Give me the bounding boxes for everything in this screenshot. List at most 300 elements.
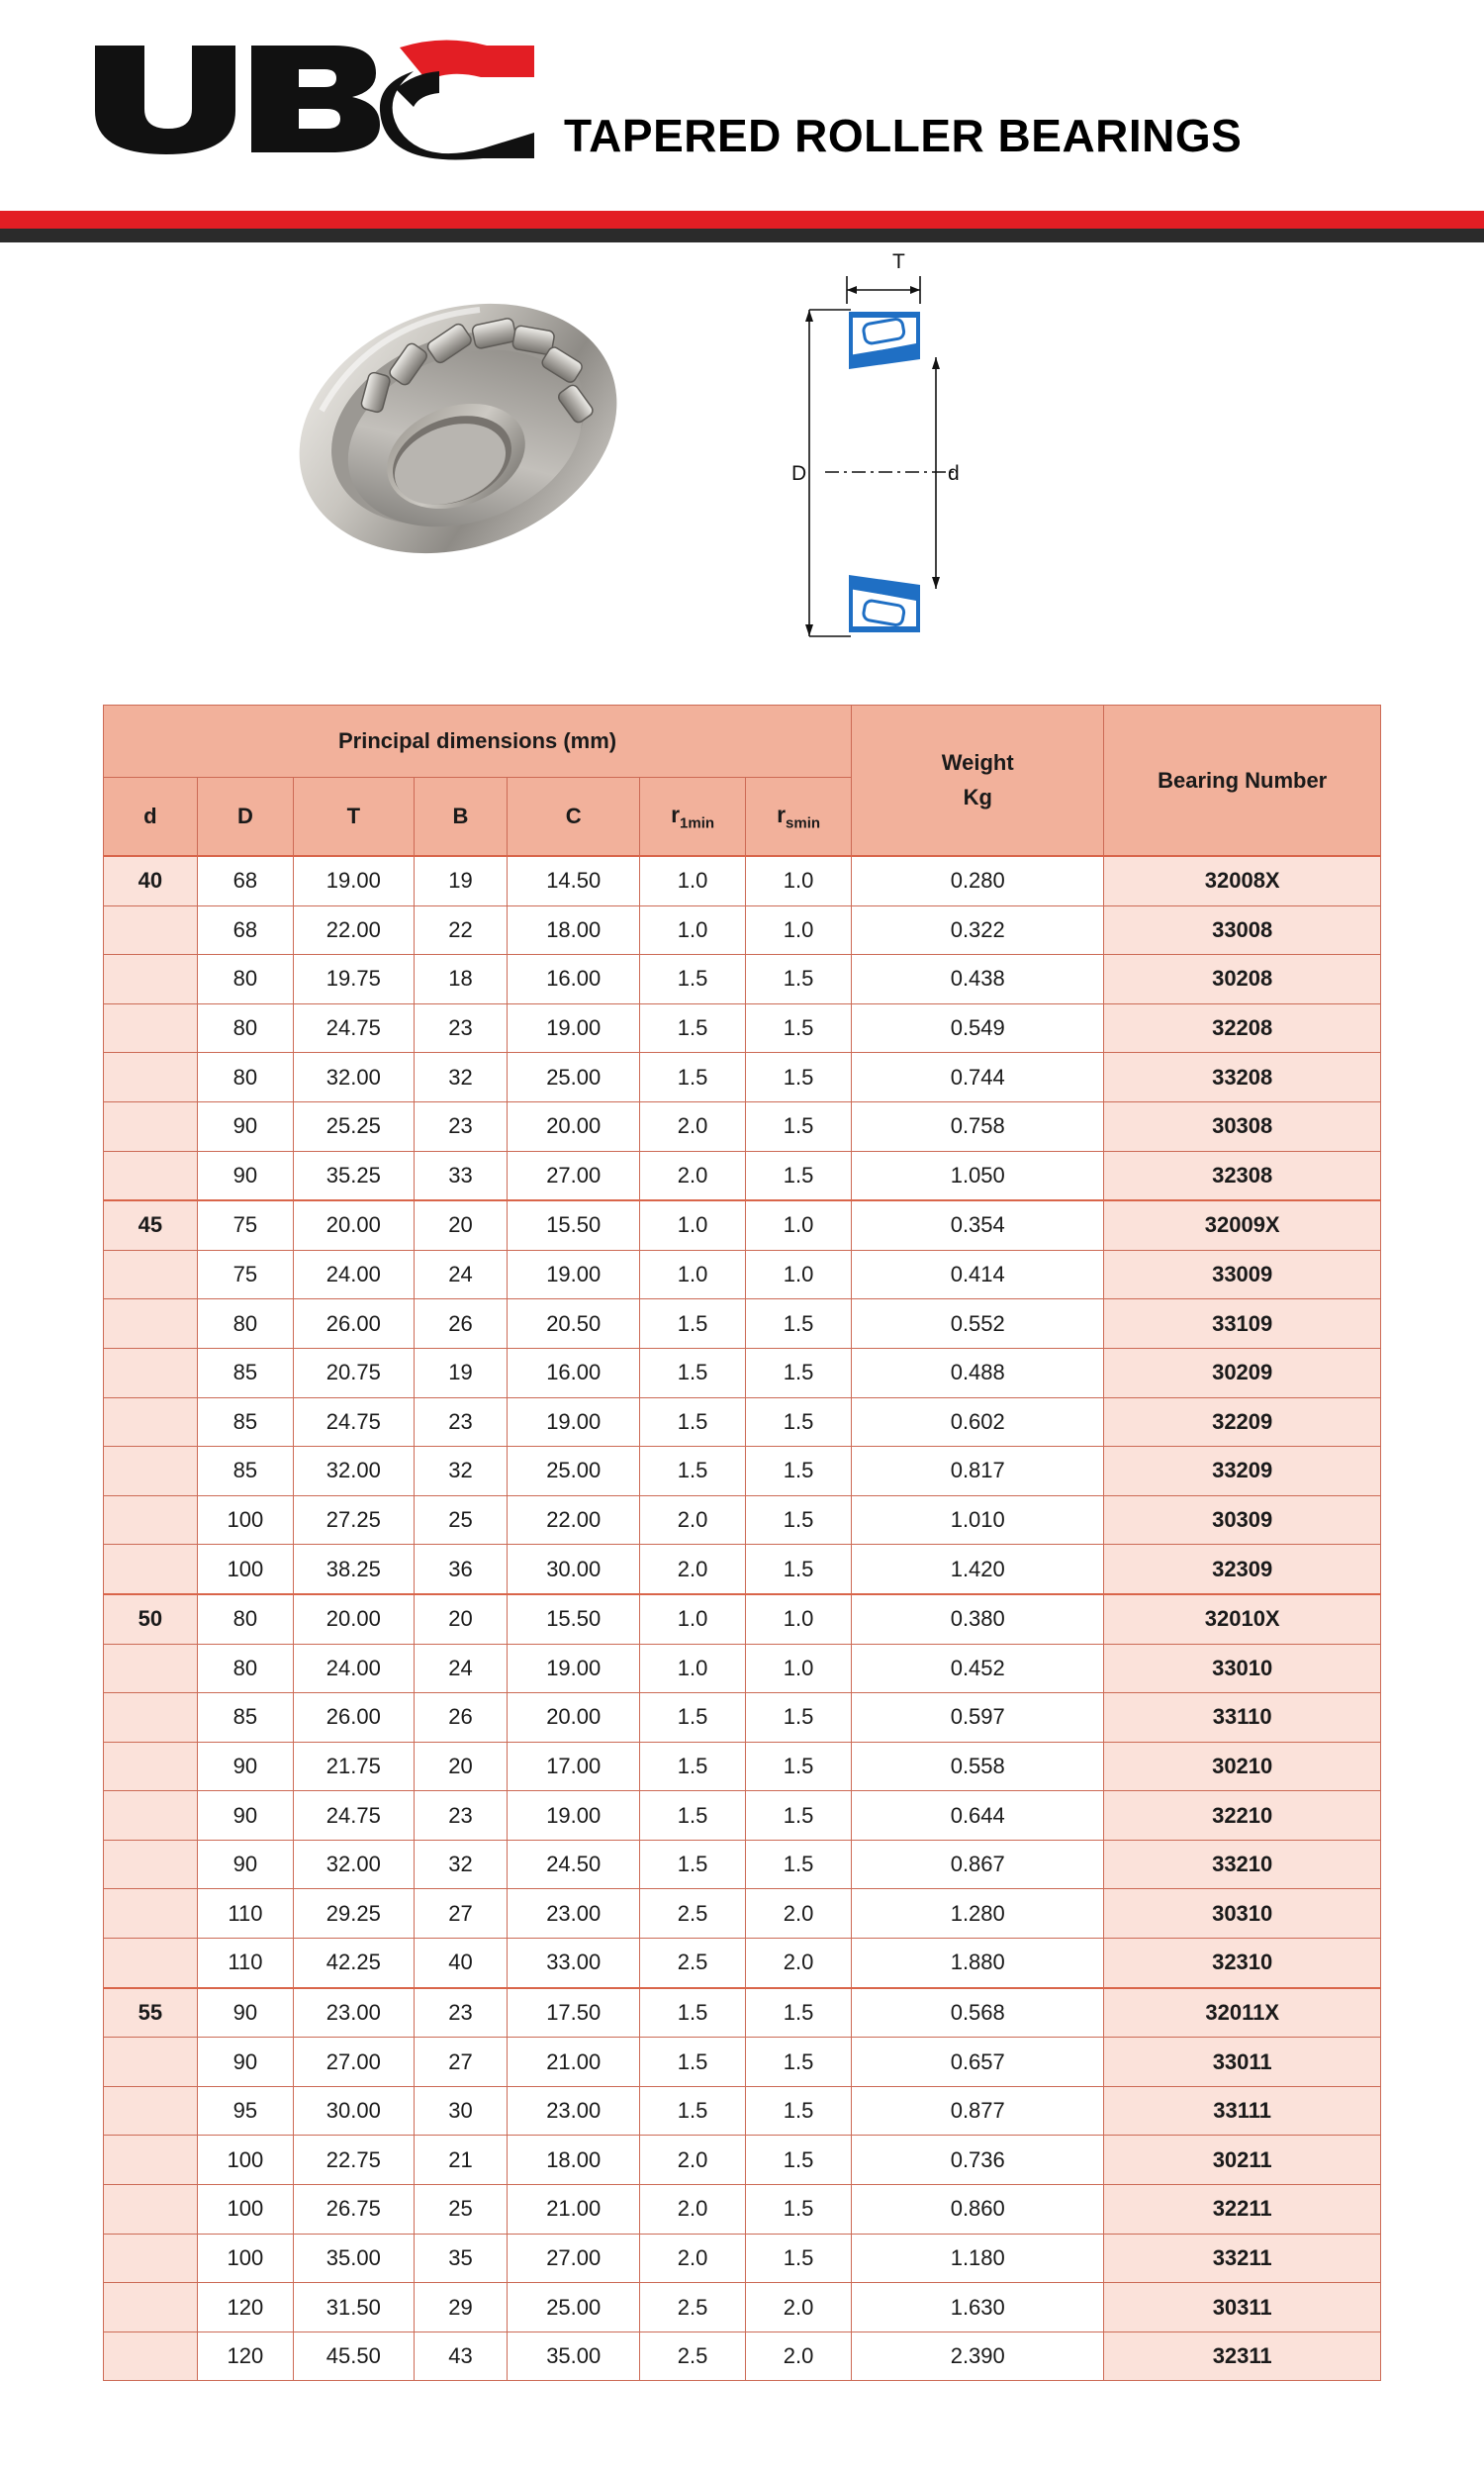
cell-C: 19.00 [508,1250,640,1299]
table-row [104,1939,1381,1988]
cell-C: 23.00 [508,1889,640,1939]
header-col-r1min: $r_{1min}$ [640,778,746,857]
table-row [104,1988,1381,2038]
cell-r1min: 2.0 [640,1151,746,1200]
table-row [104,955,1381,1004]
cell-D: 120 [197,2283,293,2332]
cell-bearing-number: 33109 [1104,1299,1381,1349]
cell-bearing-number: 30309 [1104,1495,1381,1545]
cell-r1min: 1.5 [640,1693,746,1743]
cell-T: 20.00 [294,1200,415,1250]
cell-D: 85 [197,1447,293,1496]
cell-r1min: 2.0 [640,2136,746,2185]
cell-B: 23 [414,1791,508,1841]
cell-B: 25 [414,2185,508,2235]
cell-r1min: 1.5 [640,2086,746,2136]
cell-bearing-number: 32310 [1104,1939,1381,1988]
cell-T: 19.00 [294,856,415,905]
cell-d [104,905,198,955]
cell-B: 26 [414,1693,508,1743]
cell-d [104,1348,198,1397]
cell-B: 21 [414,2136,508,2185]
table-row [104,2331,1381,2381]
cell-weight: 0.354 [852,1200,1104,1250]
cell-T: 29.25 [294,1889,415,1939]
cell-C: 33.00 [508,1939,640,1988]
cell-C: 27.00 [508,2234,640,2283]
cell-C: 15.50 [508,1200,640,1250]
cell-d [104,1053,198,1102]
cell-weight: 0.414 [852,1250,1104,1299]
cell-bearing-number: 33110 [1104,1693,1381,1743]
cell-d [104,1151,198,1200]
cell-r1min: 1.0 [640,905,746,955]
cell-r1min: 1.5 [640,1299,746,1349]
cell-C: 17.00 [508,1742,640,1791]
cell-d [104,1447,198,1496]
cell-D: 68 [197,856,293,905]
cell-weight: 1.880 [852,1939,1104,1988]
cell-r1min: 1.5 [640,955,746,1004]
header-rule-red [0,211,1484,229]
table-row [104,2086,1381,2136]
cell-weight: 0.549 [852,1003,1104,1053]
cell-bearing-number: 33209 [1104,1447,1381,1496]
cell-T: 19.75 [294,955,415,1004]
cell-C: 20.00 [508,1693,640,1743]
cell-B: 40 [414,1939,508,1988]
cell-d [104,1397,198,1447]
cell-bearing-number: 30211 [1104,2136,1381,2185]
cell-rsmin: 1.5 [746,1988,852,2038]
specification-table [103,705,1381,2381]
cell-rsmin: 1.0 [746,856,852,905]
cell-rsmin: 1.5 [746,1299,852,1349]
cell-bearing-number: 32208 [1104,1003,1381,1053]
cell-bearing-number: 32308 [1104,1151,1381,1200]
cell-r1min: 1.5 [640,1447,746,1496]
cell-weight: 0.817 [852,1447,1104,1496]
cell-C: 15.50 [508,1594,640,1644]
cell-r1min: 1.5 [640,1791,746,1841]
cell-d [104,1939,198,1988]
cell-C: 20.00 [508,1101,640,1151]
cell-d [104,1889,198,1939]
cell-T: 45.50 [294,2331,415,2381]
cell-bearing-number: 32309 [1104,1545,1381,1594]
cell-C: 24.50 [508,1840,640,1889]
cell-d [104,2283,198,2332]
cell-D: 120 [197,2331,293,2381]
cell-B: 24 [414,1644,508,1693]
cell-B: 32 [414,1053,508,1102]
cell-D: 80 [197,1003,293,1053]
cell-B: 27 [414,1889,508,1939]
cell-B: 29 [414,2283,508,2332]
cell-weight: 0.860 [852,2185,1104,2235]
cell-weight: 0.568 [852,1988,1104,2038]
cell-weight: 0.644 [852,1791,1104,1841]
cell-T: 24.00 [294,1644,415,1693]
cell-C: 21.00 [508,2038,640,2087]
cell-weight: 0.736 [852,2136,1104,2185]
cell-weight: 0.322 [852,905,1104,955]
cell-B: 27 [414,2038,508,2087]
cell-C: 35.00 [508,2331,640,2381]
cell-bearing-number: 32211 [1104,2185,1381,2235]
table-row [104,1644,1381,1693]
table-row [104,1003,1381,1053]
cell-rsmin: 1.0 [746,1200,852,1250]
cell-bearing-number: 30310 [1104,1889,1381,1939]
label-D: D [791,462,807,485]
cell-weight: 0.488 [852,1348,1104,1397]
cell-D: 90 [197,2038,293,2087]
cell-weight: 0.877 [852,2086,1104,2136]
cell-D: 80 [197,955,293,1004]
cell-B: 23 [414,1397,508,1447]
cell-rsmin: 1.5 [746,1003,852,1053]
cell-C: 19.00 [508,1397,640,1447]
cell-rsmin: 1.5 [746,1101,852,1151]
header-rule-dark [0,229,1484,242]
cell-r1min: 1.5 [640,1840,746,1889]
table-row [104,1348,1381,1397]
table-row [104,1742,1381,1791]
cell-r1min: 1.5 [640,1348,746,1397]
cell-r1min: 2.5 [640,2331,746,2381]
cell-B: 19 [414,1348,508,1397]
table-row [104,1545,1381,1594]
cell-T: 27.25 [294,1495,415,1545]
table-row [104,1840,1381,1889]
cell-T: 35.00 [294,2234,415,2283]
cell-weight: 0.602 [852,1397,1104,1447]
cell-bearing-number: 32011X [1104,1988,1381,2038]
cell-T: 35.25 [294,1151,415,1200]
cell-D: 100 [197,2136,293,2185]
cell-D: 75 [197,1250,293,1299]
cell-d [104,1495,198,1545]
cell-d [104,2136,198,2185]
cell-C: 16.00 [508,1348,640,1397]
header-col-B: B [414,778,508,857]
cell-rsmin: 2.0 [746,2283,852,2332]
cell-D: 75 [197,1200,293,1250]
cell-B: 23 [414,1003,508,1053]
cell-weight: 1.420 [852,1545,1104,1594]
header-bearing-number: Bearing Number [1104,706,1381,857]
cell-d [104,1003,198,1053]
cell-D: 100 [197,1545,293,1594]
cell-T: 24.75 [294,1397,415,1447]
table-row [104,1299,1381,1349]
table-row [104,1791,1381,1841]
cell-B: 19 [414,856,508,905]
cell-D: 95 [197,2086,293,2136]
table-row [104,1397,1381,1447]
table-row [104,905,1381,955]
cell-d [104,1693,198,1743]
cell-d [104,2086,198,2136]
table-row [104,1053,1381,1102]
table-row [104,2185,1381,2235]
cell-D: 90 [197,1988,293,2038]
cell-C: 23.00 [508,2086,640,2136]
cell-rsmin: 1.5 [746,1495,852,1545]
cell-r1min: 1.5 [640,1053,746,1102]
cell-bearing-number: 32008X [1104,856,1381,905]
cell-rsmin: 1.0 [746,905,852,955]
cell-C: 19.00 [508,1644,640,1693]
cell-rsmin: 2.0 [746,1939,852,1988]
table-row [104,856,1381,905]
cell-D: 100 [197,2234,293,2283]
cell-T: 24.75 [294,1791,415,1841]
table-row [104,2234,1381,2283]
cell-B: 18 [414,955,508,1004]
cell-D: 68 [197,905,293,955]
cell-rsmin: 2.0 [746,2331,852,2381]
header-weight [852,706,1104,857]
cell-D: 90 [197,1742,293,1791]
cell-d [104,1299,198,1349]
cell-D: 80 [197,1644,293,1693]
cell-rsmin: 1.5 [746,1791,852,1841]
cell-T: 22.00 [294,905,415,955]
cell-B: 43 [414,2331,508,2381]
cell-B: 30 [414,2086,508,2136]
cell-d [104,1250,198,1299]
cell-bearing-number: 30210 [1104,1742,1381,1791]
cell-T: 21.75 [294,1742,415,1791]
cell-C: 20.50 [508,1299,640,1349]
cell-r1min: 1.0 [640,1644,746,1693]
cell-d [104,2038,198,2087]
cell-C: 14.50 [508,856,640,905]
cell-d: 45 [104,1200,198,1250]
cell-r1min: 1.5 [640,2038,746,2087]
cell-rsmin: 1.5 [746,2185,852,2235]
cell-weight: 1.630 [852,2283,1104,2332]
label-d: d [948,462,960,485]
cell-C: 25.00 [508,1053,640,1102]
header-weight-line2: Kg [963,784,992,809]
cell-T: 42.25 [294,1939,415,1988]
cell-r1min: 2.0 [640,1545,746,1594]
cell-B: 20 [414,1594,508,1644]
cell-T: 22.75 [294,2136,415,2185]
cell-weight: 0.438 [852,955,1104,1004]
cell-bearing-number: 33008 [1104,905,1381,955]
page-header [0,0,1484,193]
cell-rsmin: 1.5 [746,1348,852,1397]
cell-rsmin: 1.5 [746,1840,852,1889]
cell-rsmin: 1.5 [746,1447,852,1496]
cell-bearing-number: 32209 [1104,1397,1381,1447]
cell-T: 24.75 [294,1003,415,1053]
table-row [104,1151,1381,1200]
table-row [104,1250,1381,1299]
table-row [104,1200,1381,1250]
cell-r1min: 2.0 [640,2234,746,2283]
cell-weight: 0.867 [852,1840,1104,1889]
cell-bearing-number: 33210 [1104,1840,1381,1889]
cell-rsmin: 1.5 [746,2038,852,2087]
cell-D: 100 [197,1495,293,1545]
cell-d [104,1545,198,1594]
cell-weight: 1.180 [852,2234,1104,2283]
cell-D: 110 [197,1889,293,1939]
cell-weight: 0.657 [852,2038,1104,2087]
cell-weight: 0.758 [852,1101,1104,1151]
cell-B: 36 [414,1545,508,1594]
cell-C: 21.00 [508,2185,640,2235]
cell-T: 25.25 [294,1101,415,1151]
cell-T: 20.75 [294,1348,415,1397]
cell-r1min: 2.5 [640,2283,746,2332]
cell-r1min: 2.5 [640,1889,746,1939]
cell-B: 26 [414,1299,508,1349]
cell-rsmin: 1.5 [746,1151,852,1200]
cell-weight: 1.050 [852,1151,1104,1200]
cell-rsmin: 1.5 [746,2086,852,2136]
cell-weight: 0.452 [852,1644,1104,1693]
cell-B: 32 [414,1447,508,1496]
cell-T: 26.00 [294,1299,415,1349]
cell-T: 30.00 [294,2086,415,2136]
cell-T: 24.00 [294,1250,415,1299]
table-row [104,2038,1381,2087]
cell-weight: 0.558 [852,1742,1104,1791]
cell-D: 90 [197,1101,293,1151]
cell-C: 19.00 [508,1003,640,1053]
cell-T: 26.75 [294,2185,415,2235]
cell-rsmin: 2.0 [746,1889,852,1939]
cell-T: 20.00 [294,1594,415,1644]
cell-D: 80 [197,1594,293,1644]
cell-weight: 0.744 [852,1053,1104,1102]
cell-C: 27.00 [508,1151,640,1200]
header-weight-line1: Weight [941,750,1014,776]
cell-D: 85 [197,1348,293,1397]
cell-T: 23.00 [294,1988,415,2038]
table-row [104,1101,1381,1151]
cell-B: 23 [414,1988,508,2038]
cell-rsmin: 1.5 [746,1053,852,1102]
cell-B: 33 [414,1151,508,1200]
cell-bearing-number: 32311 [1104,2331,1381,2381]
cell-r1min: 1.5 [640,1003,746,1053]
cell-C: 18.00 [508,905,640,955]
cell-bearing-number: 33211 [1104,2234,1381,2283]
cell-r1min: 1.0 [640,1200,746,1250]
cell-bearing-number: 33011 [1104,2038,1381,2087]
cell-bearing-number: 30311 [1104,2283,1381,2332]
cell-bearing-number: 32009X [1104,1200,1381,1250]
cell-C: 18.00 [508,2136,640,2185]
cell-D: 85 [197,1397,293,1447]
cell-d: 50 [104,1594,198,1644]
cell-bearing-number: 32010X [1104,1594,1381,1644]
cell-rsmin: 1.5 [746,2136,852,2185]
cell-d: 55 [104,1988,198,2038]
cell-r1min: 2.0 [640,2185,746,2235]
cell-rsmin: 1.5 [746,1397,852,1447]
header-col-C: C [508,778,640,857]
cell-d [104,2331,198,2381]
cell-r1min: 1.5 [640,1397,746,1447]
table-row [104,2283,1381,2332]
cell-d: 40 [104,856,198,905]
header-col-d: d [104,778,198,857]
cell-T: 38.25 [294,1545,415,1594]
cell-T: 32.00 [294,1447,415,1496]
header-col-D: D [197,778,293,857]
cell-rsmin: 1.0 [746,1644,852,1693]
table-row [104,1594,1381,1644]
cell-weight: 0.380 [852,1594,1104,1644]
cell-C: 30.00 [508,1545,640,1594]
cell-rsmin: 1.5 [746,955,852,1004]
cell-bearing-number: 30208 [1104,955,1381,1004]
cell-d [104,1742,198,1791]
cell-r1min: 1.5 [640,1742,746,1791]
cell-bearing-number: 33111 [1104,2086,1381,2136]
cell-weight: 1.010 [852,1495,1104,1545]
cell-T: 31.50 [294,2283,415,2332]
bearing-photo [282,262,638,599]
cell-r1min: 2.0 [640,1495,746,1545]
table-row [104,1889,1381,1939]
cell-d [104,955,198,1004]
cell-r1min: 1.0 [640,1594,746,1644]
cell-d [104,1840,198,1889]
cell-D: 90 [197,1840,293,1889]
cell-bearing-number: 32210 [1104,1791,1381,1841]
cell-B: 32 [414,1840,508,1889]
cell-D: 110 [197,1939,293,1988]
cell-weight: 0.552 [852,1299,1104,1349]
cell-rsmin: 1.5 [746,1742,852,1791]
cell-T: 26.00 [294,1693,415,1743]
header-col-rsmin: $r_{smin}$ [746,778,852,857]
cell-bearing-number: 33009 [1104,1250,1381,1299]
page-title: TAPERED ROLLER BEARINGS [564,110,1243,161]
figure-area [0,252,1484,688]
cell-D: 90 [197,1791,293,1841]
cell-rsmin: 1.5 [746,2234,852,2283]
header-col-T: T [294,778,415,857]
cell-r1min: 2.5 [640,1939,746,1988]
cell-d [104,1101,198,1151]
ubc-logo [87,38,552,161]
cell-rsmin: 1.5 [746,1693,852,1743]
table-body [104,856,1381,2381]
label-T: T [892,252,905,273]
cell-rsmin: 1.0 [746,1594,852,1644]
cell-d [104,1791,198,1841]
cell-bearing-number: 33208 [1104,1053,1381,1102]
cell-r1min: 1.0 [640,1250,746,1299]
cell-C: 25.00 [508,1447,640,1496]
table-row [104,1693,1381,1743]
cell-rsmin: 1.5 [746,1545,852,1594]
cell-T: 32.00 [294,1053,415,1102]
table-row [104,2136,1381,2185]
cross-section-diagram [791,252,1108,688]
cell-weight: 0.280 [852,856,1104,905]
